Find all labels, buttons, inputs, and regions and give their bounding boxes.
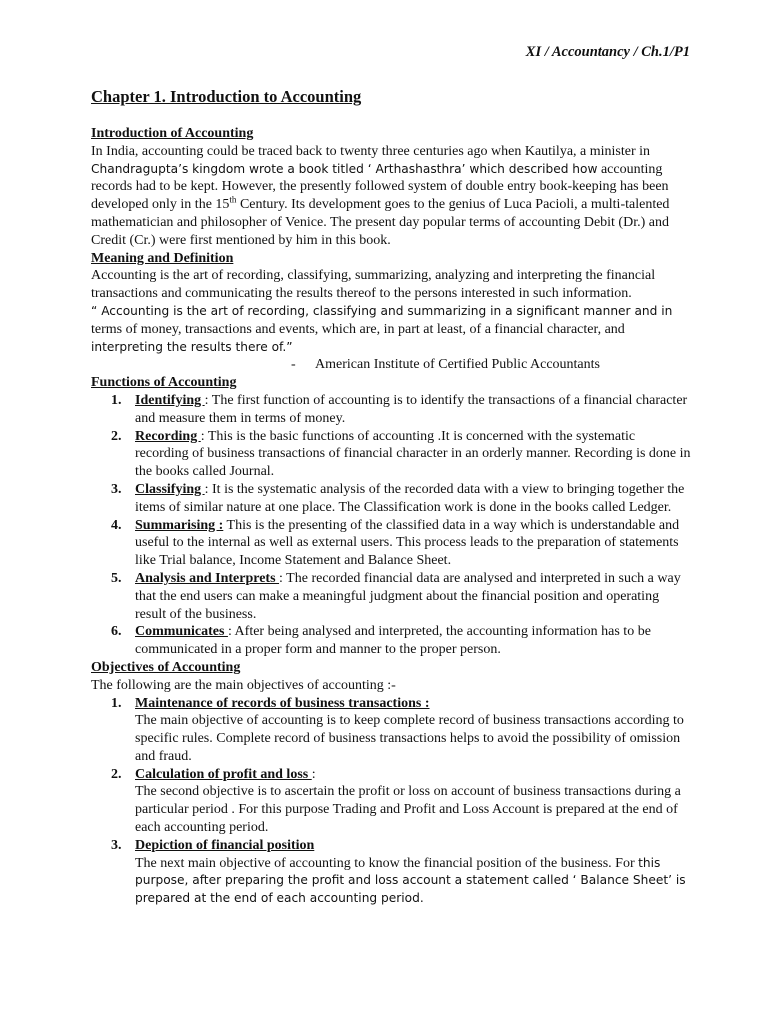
function-text: : After being analysed and interpreted, the accounting information has to be communicated in a proper form and manner to the proper person. <box>135 624 651 658</box>
intro-text-sans: Chandragupta’s kingdom wrote a book titled ‘ Arthashasthra’ which described how <box>91 161 598 176</box>
function-text: : The first function of accounting is to identify the transactions of a financial character and measure them in terms of money. <box>135 392 688 426</box>
list-number: 2. <box>111 766 122 782</box>
function-text: : The recorded financial data are analysed and interpreted in such a way that the end users can make a meaningful judgment about the financial position and operating result of the business. <box>135 570 681 622</box>
list-item <box>111 570 691 623</box>
list-item <box>111 481 691 517</box>
list-item <box>111 428 691 481</box>
objective-term: Depiction of financial position <box>135 837 315 853</box>
function-term: Identifying <box>135 392 205 408</box>
quote-text-3: interpreting the results there of.” <box>91 339 293 354</box>
function-term: Communicates <box>135 624 228 640</box>
functions-list <box>91 392 691 659</box>
quote-text-1: “ Accounting is the art of recording, classifying and summarizing in a significant manner and in <box>91 303 673 318</box>
definition-quote <box>91 303 691 356</box>
document-body <box>91 125 691 908</box>
objectives-list <box>91 695 691 909</box>
list-item <box>111 517 691 570</box>
intro-paragraph <box>91 143 691 250</box>
quote-attribution <box>91 356 691 374</box>
function-text: : It is the systematic analysis of the recorded data with a view to bringing together the items of similar nature at one place. The Classification work is done in the books called Ledger. <box>135 481 685 515</box>
list-item <box>111 623 691 659</box>
objective-text-sans: this purpose, after preparing the profit and loss account a statement called ‘ Balance Sheet’ is prepared at the end of each accounting period. <box>135 855 686 906</box>
list-item <box>111 392 691 428</box>
superscript-th: th <box>229 194 237 205</box>
list-number: 1. <box>111 392 122 408</box>
objective-text: The main objective of accounting is to keep complete record of business transactions according to specific rules. Complete record of business transactions helps to avoid the possibility of omission and fraud. <box>135 713 684 764</box>
chapter-title: Chapter 1. Introduction to Accounting <box>91 87 362 106</box>
section-heading-functions: Functions of Accounting <box>91 375 237 391</box>
function-term: Recording <box>135 428 201 444</box>
function-term: Summarising : <box>135 517 224 533</box>
list-number: 1. <box>111 695 122 711</box>
list-number: 2. <box>111 428 122 444</box>
section-heading-introduction: Introduction of Accounting <box>91 126 254 141</box>
attribution-dash: - <box>291 357 296 373</box>
objectives-intro: The following are the main objectives of accounting :- <box>91 677 396 693</box>
section-heading-meaning: Meaning and Definition <box>91 250 234 266</box>
section-heading-objectives: Objectives of Accounting <box>91 659 241 675</box>
intro-text-1: In India, accounting could be traced back to twenty three centuries ago when Kautilya, a minister in <box>91 143 651 159</box>
objective-text: The next main objective of accounting to know the financial position of the business. For <box>135 855 639 871</box>
intro-text-3: Century. Its development goes to the genius of Luca Pacioli, a multi-talented mathematician and philosopher of Venice. The present day popular terms of accounting Debit (Dr.) and Credit (Cr.) were first mentioned by him in this book. <box>91 197 670 248</box>
list-number: 5. <box>111 570 122 586</box>
function-text: This is the presenting of the classified data in a way which is understandable and useful to the internal as well as external users. This process leads to the preparation of statements like Trial balance, Income Statement and Balance Sheet. <box>135 517 680 569</box>
quote-text-2: terms of money, transactions and events, which are, in part at least, of a financial character, and <box>91 321 625 337</box>
list-number: 3. <box>111 481 122 497</box>
function-term: Analysis and Interprets <box>135 570 280 586</box>
list-item <box>111 837 691 908</box>
list-number: 6. <box>111 624 122 640</box>
running-head: XI / Accountancy / Ch.1/P1 <box>525 44 690 60</box>
list-number: 4. <box>111 517 122 533</box>
list-item <box>111 695 691 766</box>
intro-text-2: accounting records had to be kept. However, the presently followed system of double entry book-keeping has been developed only in the 15 <box>91 161 669 213</box>
objective-term: Calculation of profit and loss <box>135 766 312 782</box>
objective-term: Maintenance of records of business transactions : <box>135 695 430 711</box>
meaning-paragraph: Accounting is the art of recording, classifying, summarizing, analyzing and interpreting the financial transactions and communicating the results thereof to the persons interested in such information. <box>91 268 656 302</box>
objective-colon: : <box>311 766 316 782</box>
objective-text: The second objective is to ascertain the profit or loss on account of business transactions during a particular period . For this purpose Trading and Profit and Loss Account is prepared at the end of each accounting period. <box>135 784 681 836</box>
function-term: Classifying <box>135 481 205 497</box>
function-text: : This is the basic functions of accounting .It is concerned with the systematic recording of business transactions of financial character in an orderly manner. Recording is done in the books called Journal. <box>135 428 691 480</box>
attribution-text: American Institute of Certified Public Accountants <box>315 357 600 373</box>
list-item <box>111 766 691 837</box>
list-number: 3. <box>111 837 122 853</box>
